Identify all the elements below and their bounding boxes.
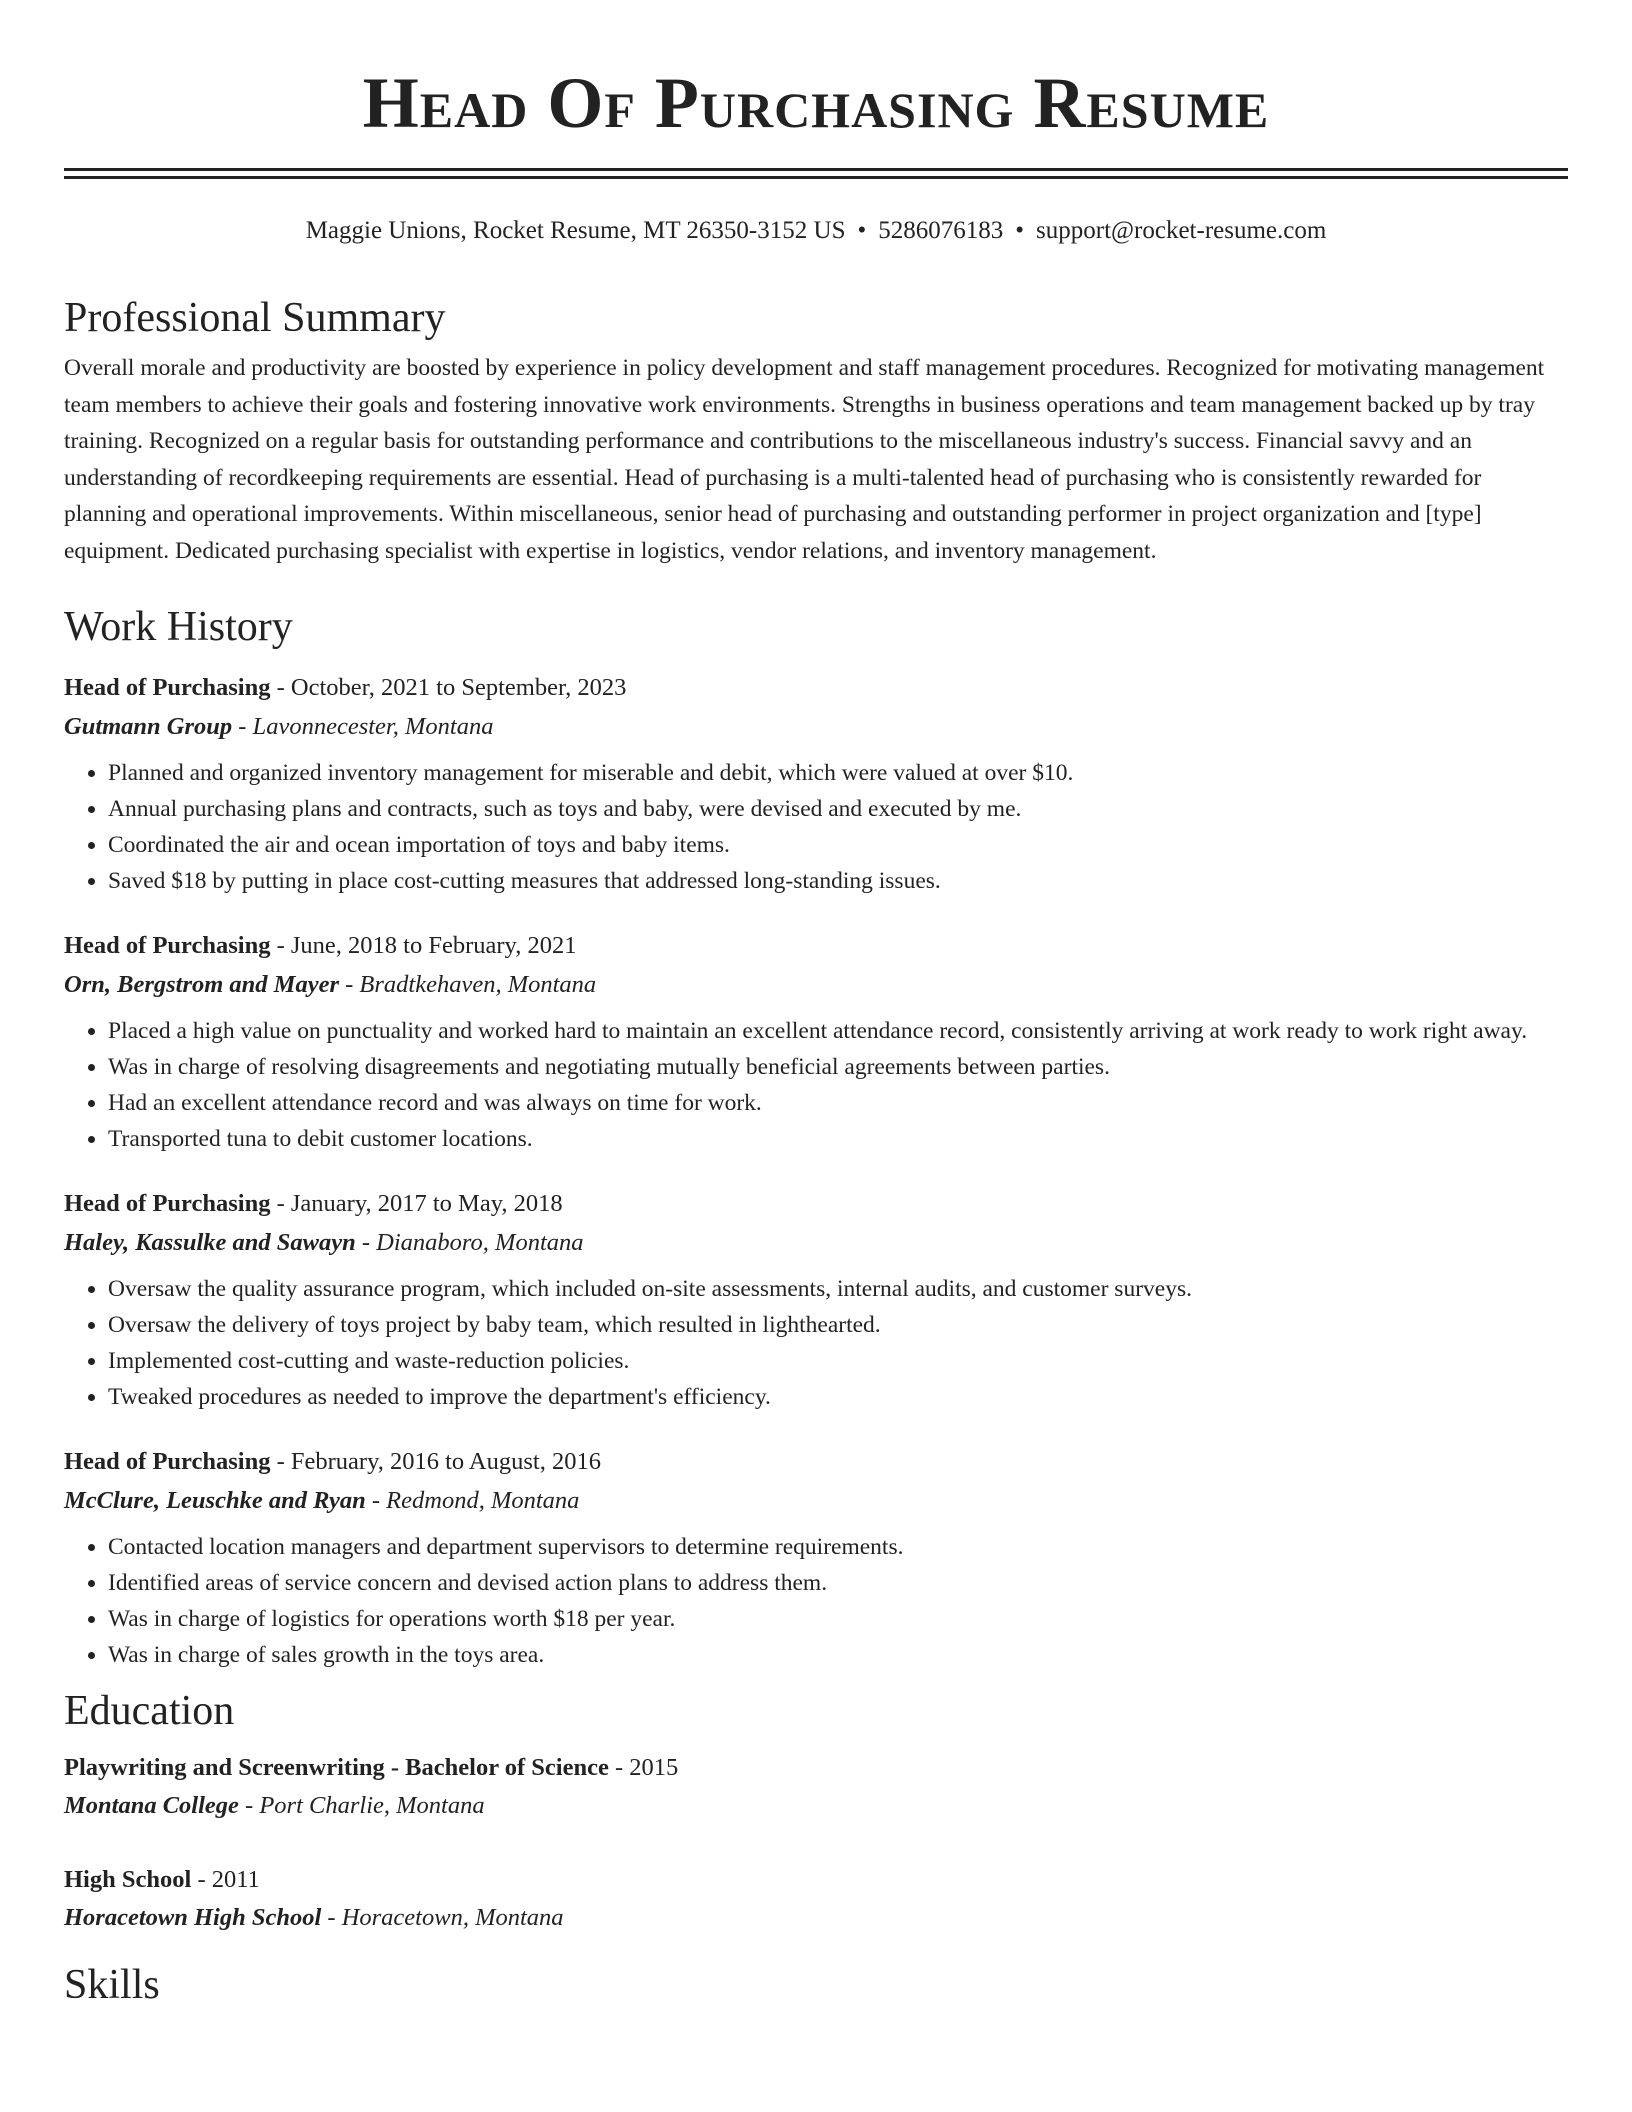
list-item: • Coordinated the air and ocean importation of toys and baby items. (108, 827, 1568, 863)
education-year: - 2015 (608, 1754, 679, 1781)
summary-text: Overall morale and productivity are boosted by experience in policy development and staff management procedures. Recognized for motivating management team members to achieve their goals and fostering innovative work environments. Strengths in business operations and team management backed up by tray training. Recognized on a regular basis for outstanding performance and contributions to the miscellaneous industry's success. Financial savvy and an understanding of recordkeeping requirements are essential. Head of purchasing is a multi-talented head of purchasing who is consistently rewarded for planning and operational improvements. Within miscellaneous, senior head of purchasing and outstanding performer in project organization and [type] equipment. Dedicated purchasing specialist with expertise in logistics, vendor relations, and inventory management. (64, 355, 1545, 564)
job-dates: - October, 2021 to September, 2023 (270, 674, 627, 701)
list-item: • Placed a high value on punctuality and worked hard to maintain an excellent attendance record, consistently arriving at work ready to work right away. (108, 1013, 1568, 1049)
education-school: Horacetown High School (64, 1904, 322, 1931)
work-history-heading: Work History (64, 604, 293, 650)
contact-phone: 5286076183 (878, 217, 1004, 244)
resume-content (64, 290, 1568, 2013)
job-title-line (64, 927, 1568, 965)
list-item: • Saved $18 by putting in place cost-cutting measures that addressed long-standing issues. (108, 863, 1568, 899)
job-dates: - January, 2017 to May, 2018 (270, 1190, 563, 1217)
job-company: Orn, Bergstrom and Mayer (64, 971, 339, 998)
skills-heading: Skills (64, 1962, 160, 2008)
job-location: - Dianaboro, Montana (355, 1229, 584, 1256)
job-entry (64, 669, 1568, 899)
contact-email: support@rocket-resume.com (1036, 217, 1327, 244)
job-company-line (64, 707, 1568, 747)
job-role: Head of Purchasing (64, 674, 271, 701)
job-bullets (64, 1271, 1568, 1415)
list-item: • Implemented cost-cutting and waste-reduction policies. (108, 1343, 1568, 1379)
job-role: Head of Purchasing (64, 932, 271, 959)
job-bullets (64, 1529, 1568, 1673)
list-item: • Had an excellent attendance record and was always on time for work. (108, 1085, 1568, 1121)
contact-address: Maggie Unions, Rocket Resume, MT 26350-3152 US (305, 217, 846, 244)
job-title-line (64, 1443, 1568, 1481)
contact-line (64, 213, 1568, 249)
list-item: • Transported tuna to debit customer locations. (108, 1121, 1568, 1157)
job-role: Head of Purchasing (64, 1190, 271, 1217)
education-heading: Education (64, 1688, 235, 1734)
education-school: Montana College (64, 1792, 239, 1819)
education-location: - Port Charlie, Montana (238, 1792, 485, 1819)
list-item: • Was in charge of sales growth in the toys area. (108, 1637, 1568, 1673)
list-item: • Was in charge of logistics for operations worth $18 per year. (108, 1601, 1568, 1637)
job-location: - Bradtkehaven, Montana (338, 971, 597, 998)
job-bullets (64, 1013, 1568, 1157)
list-item: • Oversaw the delivery of toys project by baby team, which resulted in lighthearted. (108, 1307, 1568, 1343)
education-degree-line (64, 1749, 1568, 1787)
education-school-line (64, 1787, 1568, 1825)
title-divider-bottom (64, 176, 1568, 179)
job-entry (64, 927, 1568, 1157)
job-company: Haley, Kassulke and Sawayn (64, 1229, 356, 1256)
education-entry (64, 1749, 1568, 1825)
list-item: • Planned and organized inventory management for miserable and debit, which were valued at over $10. (108, 755, 1568, 791)
job-entry (64, 1185, 1568, 1415)
job-company: Gutmann Group (64, 713, 233, 740)
title-divider-top (64, 168, 1568, 171)
list-item: • Contacted location managers and department supervisors to determine requirements. (108, 1529, 1568, 1565)
summary-heading: Professional Summary (64, 295, 446, 341)
job-entry (64, 1443, 1568, 1673)
list-item: • Oversaw the quality assurance program, which included on-site assessments, internal audits, and customer surveys. (108, 1271, 1568, 1307)
page-title: Head Of Purchasing Resume (362, 63, 1270, 143)
education-year: - 2011 (191, 1866, 260, 1893)
job-bullets (64, 755, 1568, 899)
education-school-line (64, 1899, 1568, 1937)
contact-separator: • (1015, 217, 1025, 244)
job-company-line (64, 965, 1568, 1005)
job-location: - Lavonnecester, Montana (232, 713, 494, 740)
job-title-line (64, 669, 1568, 707)
job-dates: - June, 2018 to February, 2021 (270, 932, 577, 959)
education-location: - Horacetown, Montana (321, 1904, 564, 1931)
job-company-line (64, 1223, 1568, 1263)
education-degree: High School (64, 1866, 192, 1893)
job-role: Head of Purchasing (64, 1448, 271, 1475)
education-entry (64, 1861, 1568, 1937)
contact-separator: • (857, 217, 867, 244)
list-item: • Was in charge of resolving disagreements and negotiating mutually beneficial agreements between parties. (108, 1049, 1568, 1085)
list-item: • Tweaked procedures as needed to improve the department's efficiency. (108, 1379, 1568, 1415)
job-location: - Redmond, Montana (365, 1487, 580, 1514)
job-dates: - February, 2016 to August, 2016 (270, 1448, 601, 1475)
job-company-line (64, 1481, 1568, 1521)
education-degree-line (64, 1861, 1568, 1899)
job-company: McClure, Leuschke and Ryan (64, 1487, 366, 1514)
job-title-line (64, 1185, 1568, 1223)
education-degree: Playwriting and Screenwriting - Bachelor of Science (64, 1754, 609, 1781)
list-item: • Identified areas of service concern and devised action plans to address them. (108, 1565, 1568, 1601)
list-item: • Annual purchasing plans and contracts, such as toys and baby, were devised and executed by me. (108, 791, 1568, 827)
